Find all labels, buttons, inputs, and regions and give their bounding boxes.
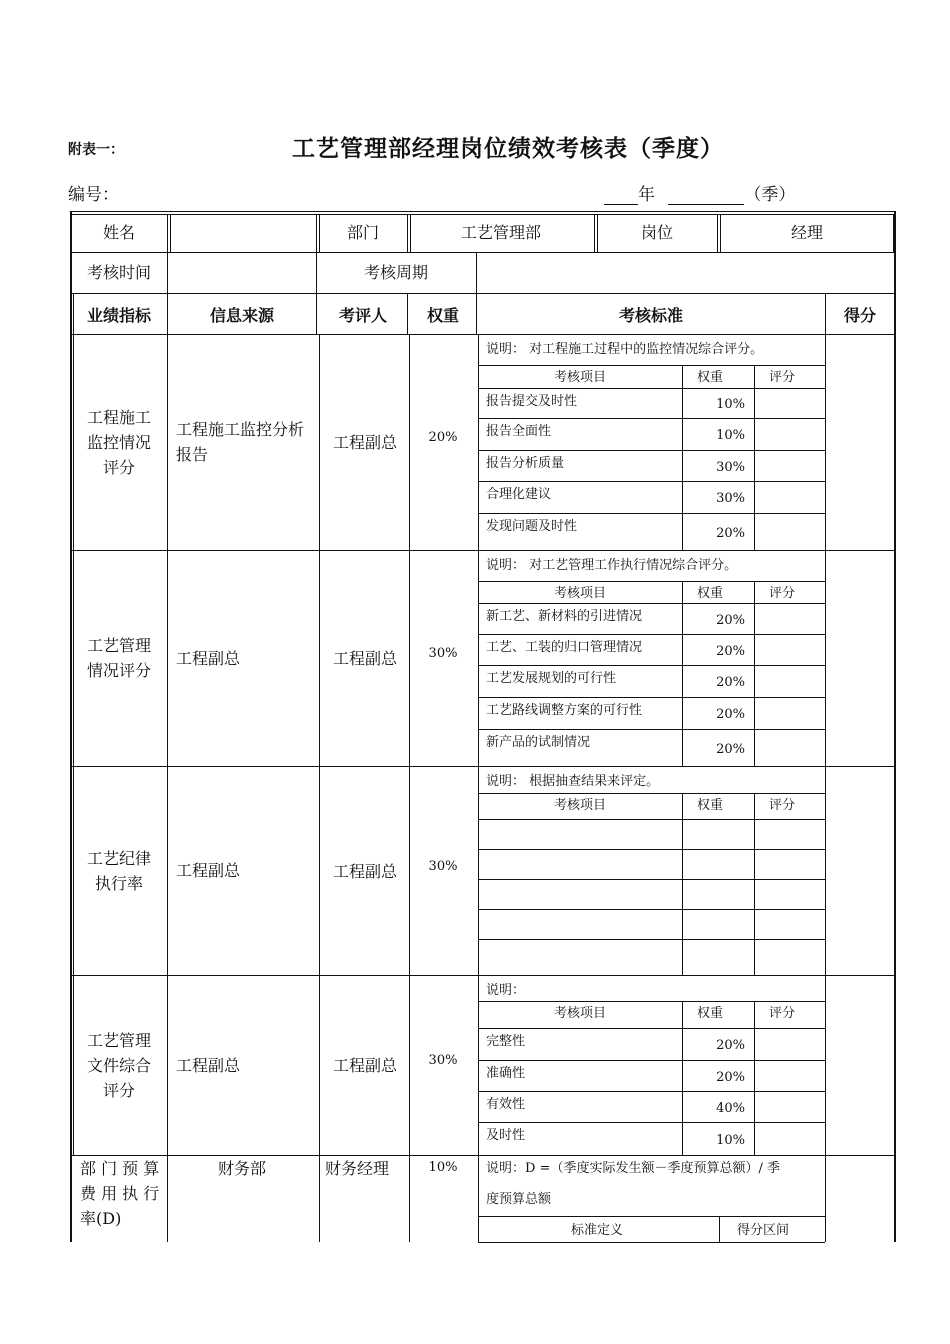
table-rule [410, 214, 411, 252]
table-rule [167, 293, 168, 334]
table-rule [478, 665, 825, 666]
table-rule [478, 581, 825, 582]
table-rule [167, 334, 168, 550]
season-suffix: （季） [744, 185, 796, 205]
criteria-score-field[interactable] [756, 731, 823, 764]
table-rule [478, 513, 825, 514]
indicator-line: 工程施工 [86, 407, 152, 427]
criteria-score-field[interactable] [756, 636, 823, 663]
evaluator: 工程副总 [332, 649, 398, 668]
indicator-line: 评分 [102, 457, 136, 477]
budget-score-range: 得分区间 [736, 1223, 790, 1238]
criteria-weight: 10% [716, 428, 745, 443]
table-rule [167, 214, 168, 252]
table-rule [893, 214, 894, 252]
table-rule [478, 793, 825, 794]
criteria-item: 工艺路线调整方案的可行性 [486, 703, 643, 718]
section-weight: 30% [428, 858, 458, 874]
table-left-border [70, 211, 72, 1242]
criteria-score-field[interactable] [756, 1093, 823, 1120]
sub-header-weight: 权重 [696, 798, 724, 813]
sub-header-score: 评分 [768, 1006, 796, 1021]
table-rule [478, 334, 479, 550]
score-field[interactable] [827, 552, 893, 764]
criteria-note: 说明： 对工艺管理工作执行情况综合评分。 [486, 558, 738, 573]
review-cycle-label: 考核周期 [363, 263, 429, 282]
table-rule [319, 334, 320, 550]
criteria-item: 工艺、工装的归口管理情况 [486, 640, 643, 655]
attachment-label: 附表一： [68, 142, 124, 158]
table-rule [825, 334, 826, 550]
criteria-weight: 20% [716, 1038, 745, 1053]
table-rule [316, 214, 317, 252]
table-rule [478, 550, 479, 766]
sub-header-item: 考核项目 [553, 1006, 607, 1021]
sub-header-item: 考核项目 [553, 798, 607, 813]
source-line: 工程副总 [176, 1055, 241, 1075]
criteria-weight: 20% [716, 741, 745, 757]
indicator-line: 执行率 [94, 873, 144, 893]
column-header-2: 考评人 [338, 306, 388, 325]
table-rule [478, 450, 825, 451]
table-rule [167, 975, 168, 1155]
criteria-score-field[interactable] [756, 483, 823, 511]
column-header-1: 信息来源 [209, 306, 275, 325]
criteria-score-field[interactable] [756, 390, 823, 416]
score-field[interactable] [827, 336, 893, 548]
table-rule [682, 365, 683, 550]
table-rule [409, 334, 410, 550]
criteria-item: 发现问题及时性 [486, 519, 578, 534]
table-rule [167, 550, 168, 766]
criteria-score-field[interactable] [756, 667, 823, 695]
criteria-weight: 10% [716, 1132, 745, 1148]
table-rule [478, 388, 825, 389]
column-header-5: 得分 [843, 306, 877, 325]
criteria-item: 报告分析质量 [486, 456, 565, 471]
section-divider [70, 975, 896, 976]
table-rule [409, 766, 410, 975]
table-rule [70, 252, 896, 253]
sub-header-item: 考核项目 [553, 586, 607, 601]
section-weight: 20% [428, 430, 458, 445]
criteria-item: 报告全面性 [486, 424, 552, 439]
criteria-item: 新工艺、新材料的引进情况 [486, 609, 643, 624]
sub-header-weight: 权重 [696, 586, 724, 601]
criteria-item: 合理化建议 [486, 487, 552, 502]
budget-note: 说明：D =（季度实际发生额－季度预算总额）/ 季 [486, 1161, 780, 1176]
table-rule [478, 819, 825, 820]
post-value: 经理 [790, 223, 824, 242]
dept-value: 工艺管理部 [460, 223, 542, 242]
criteria-score-field[interactable] [756, 941, 823, 973]
review-time-field[interactable] [170, 254, 314, 291]
criteria-item: 新产品的试制情况 [486, 735, 591, 750]
table-rule [73, 293, 74, 1155]
indicator-line: 工艺纪律 [86, 848, 152, 868]
table-rule [594, 214, 595, 252]
table-rule [478, 365, 825, 366]
table-top-border [70, 214, 896, 215]
sub-header-item: 考核项目 [553, 370, 607, 385]
table-rule [478, 766, 479, 975]
table-rule [407, 293, 408, 334]
criteria-item: 工艺发展规划的可行性 [486, 671, 617, 686]
table-rule [478, 879, 825, 880]
table-rule [478, 1155, 479, 1242]
table-rule [319, 550, 320, 766]
table-rule [167, 766, 168, 975]
indicator-line: 文件综合 [86, 1055, 152, 1075]
page-title: 工艺管理部经理岗位绩效考核表（季度） [292, 135, 724, 162]
review-cycle-field[interactable] [478, 254, 892, 291]
indicator-line: 情况评分 [86, 661, 152, 680]
criteria-note: 说明： [486, 983, 526, 998]
criteria-score-field[interactable] [756, 1124, 823, 1153]
section-weight: 30% [428, 1053, 458, 1068]
table-rule [682, 793, 683, 975]
table-rule [478, 909, 825, 910]
source-line: 工程副总 [176, 861, 241, 880]
criteria-score-field[interactable] [756, 1062, 823, 1089]
source-line: 工程施工监控分析 [176, 420, 305, 439]
criteria-score-field[interactable] [756, 881, 823, 907]
indicator-line: 评分 [102, 1080, 136, 1100]
post-label: 岗位 [640, 223, 674, 242]
criteria-score-field[interactable] [756, 851, 823, 877]
table-rule [319, 1155, 320, 1242]
column-header-4: 考核标准 [618, 306, 684, 325]
table-rule [478, 1122, 825, 1123]
criteria-item: 完整性 [486, 1034, 526, 1049]
table-rule [316, 252, 317, 293]
year-blank[interactable] [604, 186, 638, 205]
table-rule [167, 1155, 168, 1242]
criteria-weight: 30% [716, 459, 745, 475]
table-rule [825, 1155, 826, 1242]
table-rule [319, 214, 320, 252]
criteria-score-field[interactable] [756, 699, 823, 727]
table-top-border [70, 211, 896, 212]
year-suffix: 年 [638, 185, 655, 205]
table-rule [478, 939, 825, 940]
table-rule [478, 1060, 825, 1061]
table-rule [478, 1001, 825, 1002]
criteria-weight: 20% [716, 675, 745, 690]
table-rule [407, 214, 408, 252]
indicator-line: 工艺管理 [86, 1030, 152, 1050]
budget-indicator-line: 部 门 预 算 [80, 1159, 160, 1178]
criteria-score-field[interactable] [756, 452, 823, 479]
evaluator: 工程副总 [332, 1056, 398, 1075]
sub-header-score: 评分 [768, 586, 796, 601]
table-rule [717, 214, 718, 252]
column-header-3: 权重 [426, 306, 460, 325]
section-weight: 30% [428, 646, 458, 661]
criteria-note: 说明： 对工程施工过程中的监控情况综合评分。 [486, 342, 764, 357]
table-rule [478, 1216, 825, 1217]
table-rule [478, 418, 825, 419]
table-rule [682, 1001, 683, 1155]
criteria-weight: 40% [716, 1100, 745, 1116]
sub-header-weight: 权重 [696, 370, 724, 385]
table-rule [476, 293, 477, 334]
budget-weight: 10% [428, 1160, 458, 1175]
criteria-score-field[interactable] [756, 605, 823, 632]
source-line: 报告 [176, 445, 209, 464]
table-rule [478, 849, 825, 850]
table-rule [825, 766, 826, 975]
table-rule [478, 697, 825, 698]
budget-standard-definition: 标准定义 [570, 1223, 624, 1238]
criteria-item: 报告提交及时性 [486, 394, 578, 409]
table-rule [478, 634, 825, 635]
table-rule [170, 214, 171, 252]
table-rule [825, 975, 826, 1155]
table-rule [682, 581, 683, 766]
table-rule [720, 214, 721, 252]
criteria-weight: 20% [716, 612, 745, 628]
table-rule [478, 1242, 825, 1243]
sub-header-score: 评分 [768, 370, 796, 385]
criteria-weight: 20% [716, 1069, 745, 1085]
name-field[interactable] [172, 216, 314, 250]
table-rule [597, 214, 598, 252]
name-label: 姓名 [102, 223, 136, 242]
score-field[interactable] [827, 768, 893, 973]
indicator-line: 监控情况 [86, 432, 152, 452]
evaluator: 工程副总 [332, 433, 398, 452]
criteria-score-field[interactable] [756, 821, 823, 847]
column-header-0: 业绩指标 [86, 306, 152, 325]
table-rule [754, 1001, 755, 1155]
table-rule [719, 1216, 720, 1242]
table-rule [754, 581, 755, 766]
criteria-weight: 10% [716, 397, 745, 412]
section-divider [70, 1155, 896, 1156]
criteria-item: 有效性 [486, 1097, 526, 1112]
criteria-weight: 20% [716, 707, 745, 722]
table-rule [70, 334, 896, 335]
sub-header-score: 评分 [768, 798, 796, 813]
source-line: 工程副总 [176, 648, 241, 668]
dept-label: 部门 [346, 223, 380, 242]
criteria-item: 及时性 [486, 1128, 526, 1143]
table-rule [316, 293, 317, 334]
evaluator: 工程副总 [332, 861, 398, 881]
budget-evaluator: 财务经理 [324, 1159, 390, 1178]
table-rule [754, 365, 755, 550]
budget-indicator-line: 费 用 执 行 [80, 1184, 160, 1203]
criteria-score-field[interactable] [756, 911, 823, 937]
table-rule [894, 1155, 896, 1242]
section-divider [70, 766, 896, 767]
table-rule [478, 975, 479, 1155]
criteria-score-field[interactable] [756, 515, 823, 548]
criteria-weight: 20% [716, 525, 745, 541]
table-rule [476, 252, 477, 293]
budget-note-2: 度预算总额 [486, 1192, 552, 1207]
table-rule [319, 766, 320, 975]
sub-header-weight: 权重 [696, 1006, 724, 1021]
budget-indicator-line: 率(D) [80, 1209, 122, 1228]
table-rule [167, 252, 168, 293]
table-rule [754, 793, 755, 975]
table-rule [409, 550, 410, 766]
table-rule [319, 975, 320, 1155]
table-rule [478, 729, 825, 730]
score-field[interactable] [827, 977, 893, 1153]
table-rule [825, 550, 826, 766]
table-rule [825, 293, 826, 334]
review-time-label: 考核时间 [86, 263, 152, 282]
criteria-score-field[interactable] [756, 1030, 823, 1058]
criteria-item: 准确性 [486, 1066, 526, 1081]
table-rule [70, 293, 896, 294]
budget-source: 财务部 [217, 1159, 267, 1178]
period-field [604, 180, 795, 205]
criteria-weight: 30% [716, 491, 745, 506]
table-rule [478, 1028, 825, 1029]
section-divider [70, 550, 896, 551]
serial-number-label: 编号： [68, 185, 119, 205]
season-blank[interactable] [668, 186, 744, 205]
criteria-score-field[interactable] [756, 420, 823, 448]
table-rule [478, 1091, 825, 1092]
criteria-note: 说明： 根据抽查结果来评定。 [486, 774, 660, 789]
table-right-border [894, 211, 896, 1155]
criteria-weight: 20% [716, 643, 745, 659]
table-rule [409, 1155, 410, 1242]
table-rule [478, 603, 825, 604]
indicator-line: 工艺管理 [86, 636, 152, 655]
table-rule [409, 975, 410, 1155]
table-rule [478, 481, 825, 482]
